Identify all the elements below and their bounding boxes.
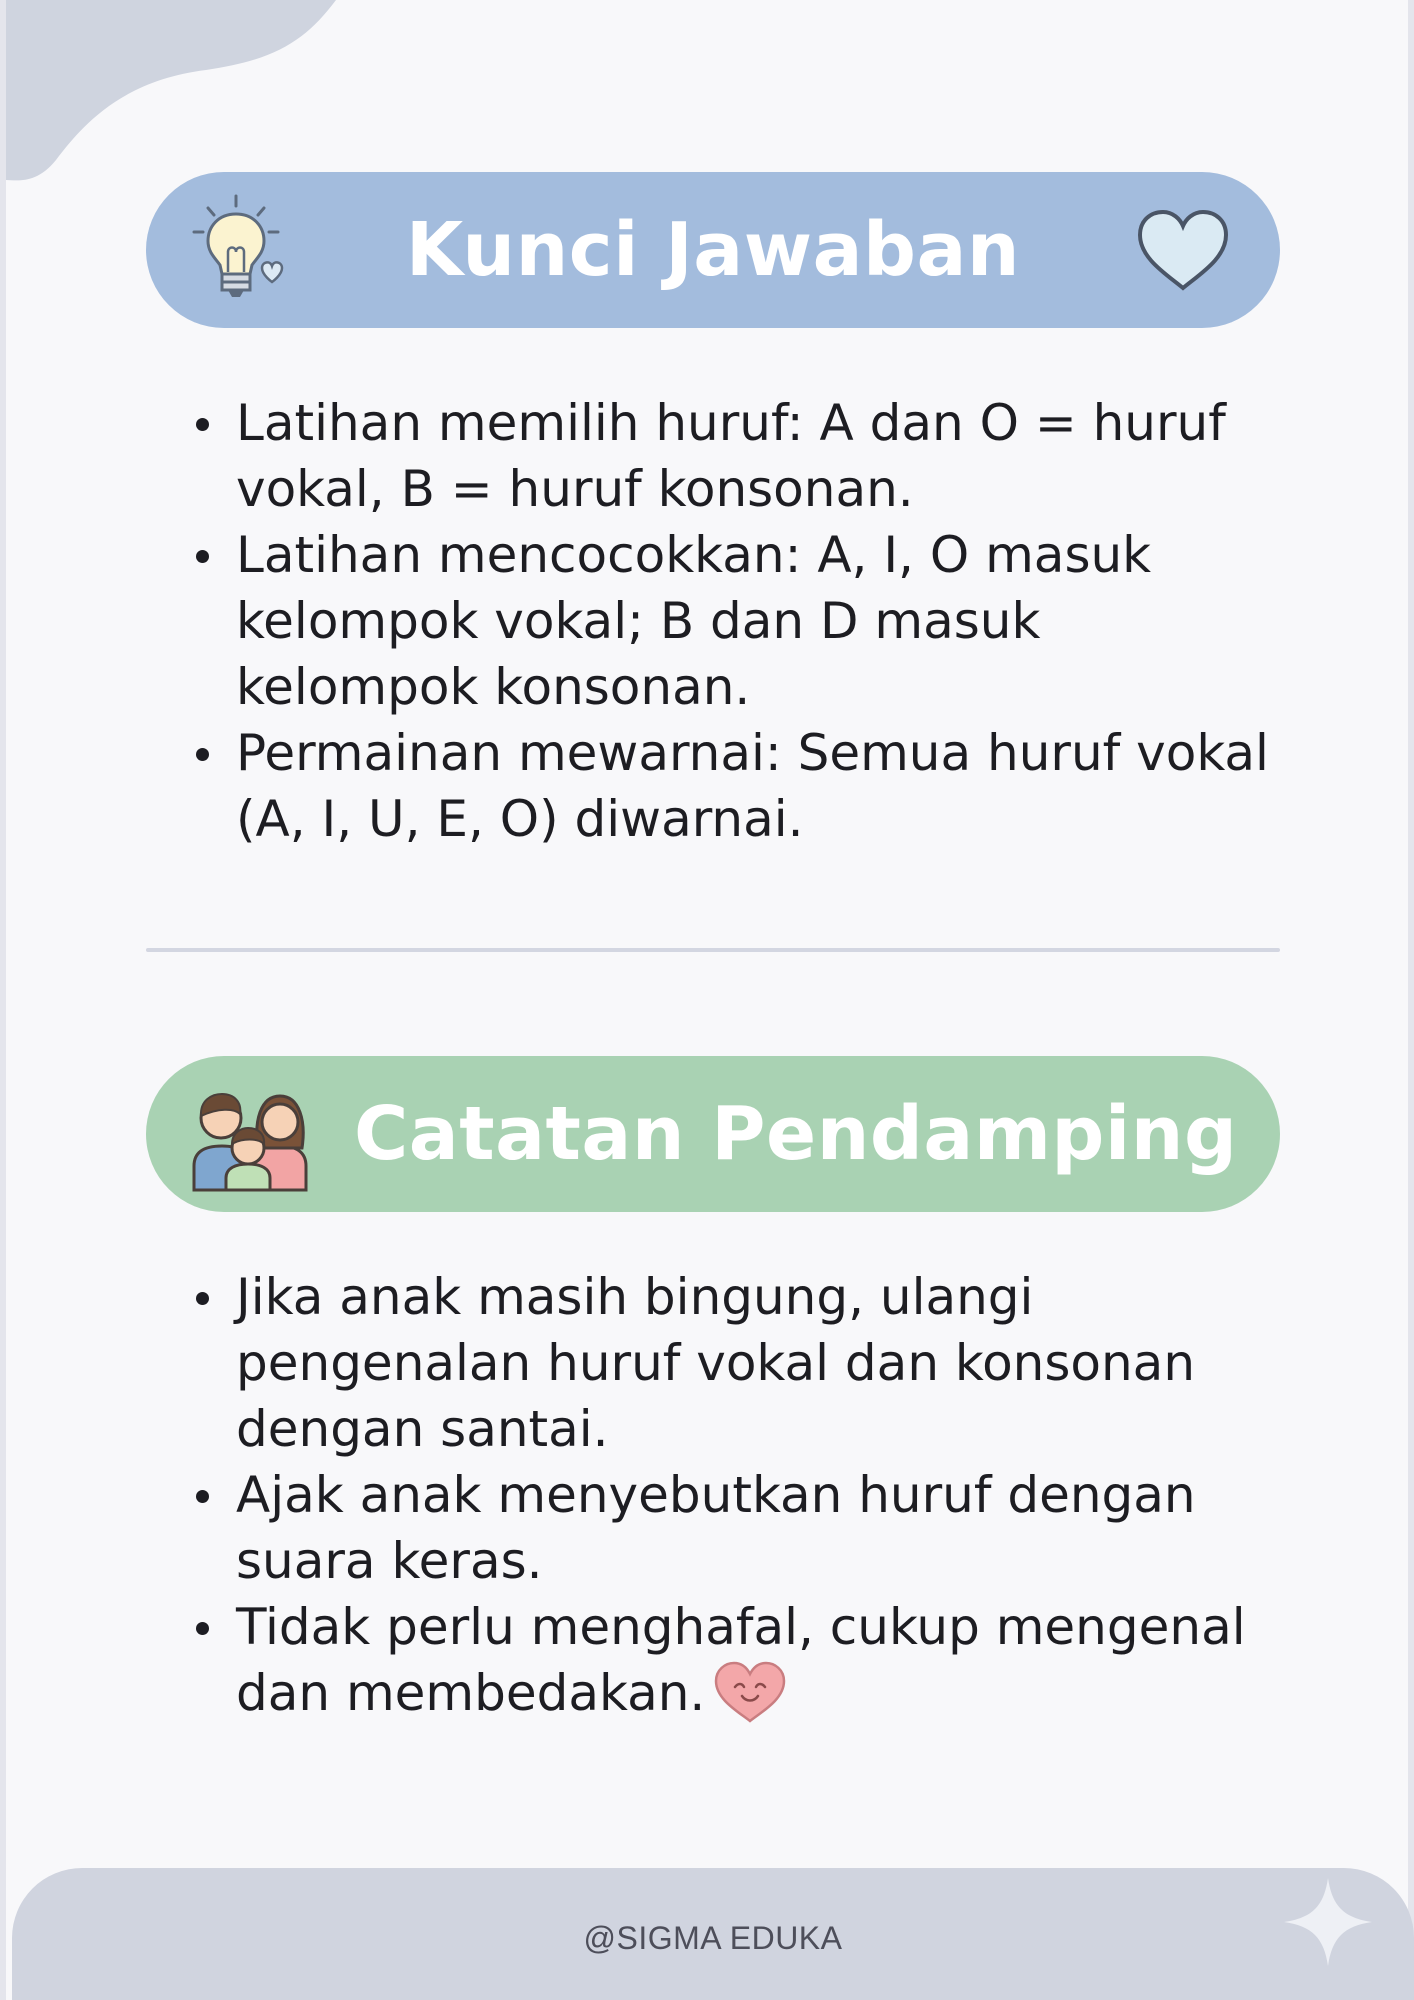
answer-key-title: Kunci Jawaban bbox=[405, 207, 1021, 293]
answer-key-list bbox=[192, 390, 1292, 852]
companion-notes-list bbox=[192, 1264, 1292, 1726]
sparkle-icon bbox=[1282, 1876, 1374, 1968]
companion-notes-title: Catatan Pendamping bbox=[354, 1091, 1238, 1177]
list-item: Ajak anak menyebutkan huruf dengan suara keras. bbox=[192, 1462, 1292, 1594]
answer-key-banner bbox=[146, 172, 1280, 328]
list-item: Permainan mewarnai: Semua huruf vokal (A, I, U, E, O) diwarnai. bbox=[192, 720, 1292, 852]
corner-decoration bbox=[6, 0, 346, 190]
list-item bbox=[192, 1594, 1292, 1726]
list-item: Latihan memilih huruf: A dan O = huruf vokal, B = huruf konsonan. bbox=[192, 390, 1292, 522]
footer-credit: @SIGMA EDUKA bbox=[583, 1920, 843, 1956]
heart-icon bbox=[1136, 208, 1230, 292]
family-icon bbox=[188, 1082, 310, 1192]
list-item: Jika anak masih bingung, ulangi pengenalan huruf vokal dan konsonan dengan santai. bbox=[192, 1264, 1292, 1462]
smiling-heart-icon bbox=[713, 1660, 787, 1724]
footer bbox=[12, 1868, 1414, 2000]
section-divider bbox=[146, 948, 1280, 952]
companion-notes-banner bbox=[146, 1056, 1280, 1212]
list-item: Latihan mencocokkan: A, I, O masuk kelompok vokal; B dan D masuk kelompok konsonan. bbox=[192, 522, 1292, 720]
list-item-text: Tidak perlu menghafal, cukup mengenal dan membedakan. bbox=[236, 1598, 1246, 1722]
